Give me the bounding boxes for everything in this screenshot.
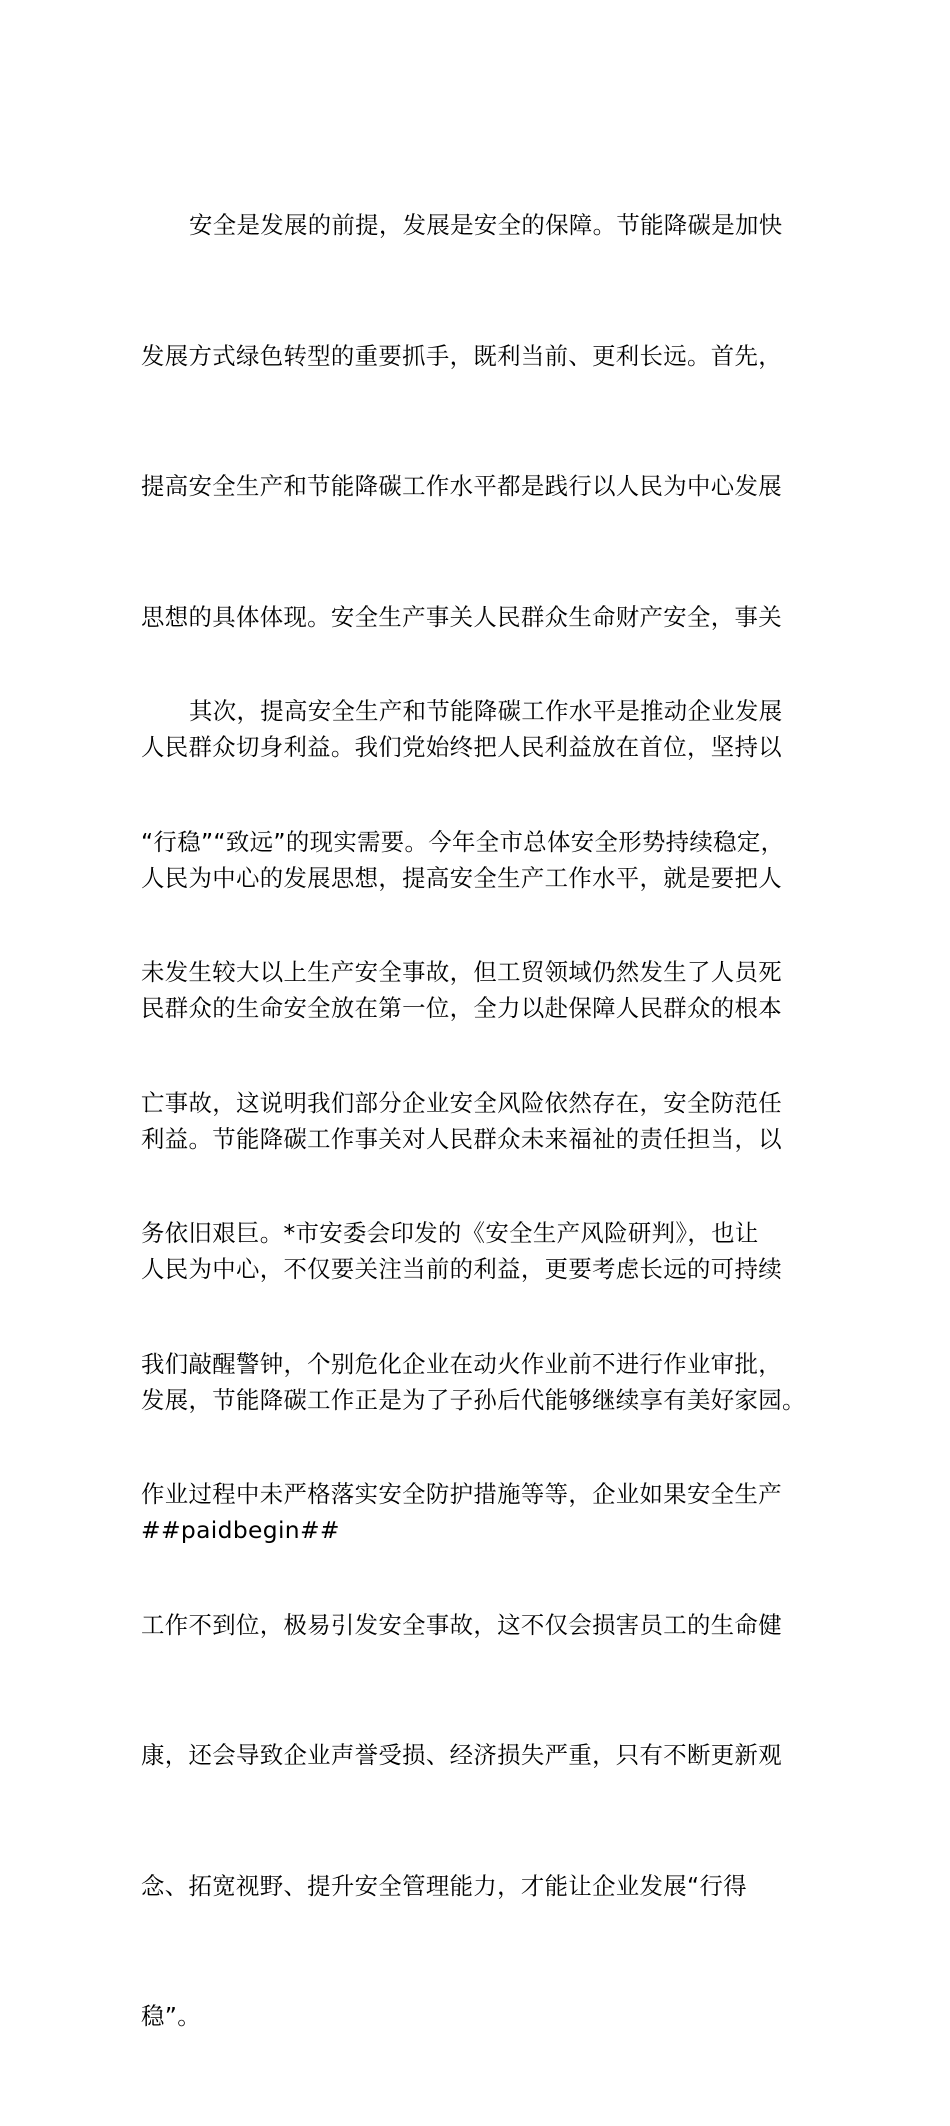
paragraph-1-line-7: 民群众的生命安全放在第一位，全力以赴保障人民群众的根本: [141, 994, 782, 1022]
paragraph-1-line-2: 发展方式绿色转型的重要抓手，既利当前、更利长远。首先，: [141, 341, 782, 370]
paragraph-1-line-4: 思想的具体体现。安全生产事关人民群众生命财产安全，事关: [141, 602, 782, 631]
paragraph-2-line-9: 康，还会导致企业声誉受损、经济损失严重，只有不断更新观: [141, 1741, 782, 1769]
paragraph-2-line-11: 稳”。: [141, 2002, 201, 2030]
paragraph-1-line-1: [141, 204, 831, 248]
paragraph-1-line-6: 人民为中心的发展思想，提高安全生产工作水平，就是要把人: [141, 863, 782, 892]
paid-begin-marker: ##paidbegin##: [141, 1516, 340, 1544]
paragraph-1-line-10: 发展，节能降碳工作正是为了子孙后代能够继续享有美好家园。: [141, 1385, 806, 1414]
paragraph-1-line-1-text: 安全是发展的前提，发展是安全的保障。节能降碳是加快: [189, 211, 783, 239]
paragraph-2-line-3: 未发生较大以上生产安全事故，但工贸领域仍然发生了人员死: [141, 958, 782, 986]
paragraph-1-line-3: 提高安全生产和节能降碳工作水平都是践行以人民为中心发展: [141, 472, 782, 500]
paragraph-2: [141, 603, 831, 2126]
paragraph-2-line-7: 作业过程中未严格落实安全防护措施等等，企业如果安全生产: [141, 1480, 782, 1508]
paragraph-2-line-6: 我们敲醒警钟，个别危化企业在动火作业前不进行作业审批，: [141, 1349, 782, 1378]
paragraph-2-line-4: 亡事故，这说明我们部分企业安全风险依然存在，安全防范任: [141, 1088, 782, 1117]
paragraph-2-line-2: “行稳”“致远”的现实需要。今年全市总体安全形势持续稳定，: [141, 827, 785, 856]
paragraph-2-line-10: 念、拓宽视野、提升安全管理能力，才能让企业发展“行得: [141, 1871, 747, 1900]
paragraph-1-line-9: 人民为中心，不仅要关注当前的利益，更要考虑长远的可持续: [141, 1255, 782, 1283]
paragraph-2-line-5: 务依旧艰巨。*市安委会印发的《安全生产风险研判》，也让: [141, 1219, 759, 1247]
paragraph-1-line-5: 人民群众切身利益。我们党始终把人民利益放在首位，坚持以: [141, 733, 782, 761]
paragraph-2-line-1-text: 其次，提高安全生产和节能降碳工作水平是推动企业发展: [189, 697, 783, 725]
paragraph-2-line-8: 工作不到位，极易引发安全事故，这不仅会损害员工的生命健: [141, 1610, 782, 1639]
paragraph-1-line-8: 利益。节能降碳工作事关对人民群众未来福祉的责任担当，以: [141, 1124, 782, 1153]
paragraph-2-line-1: [141, 690, 831, 734]
